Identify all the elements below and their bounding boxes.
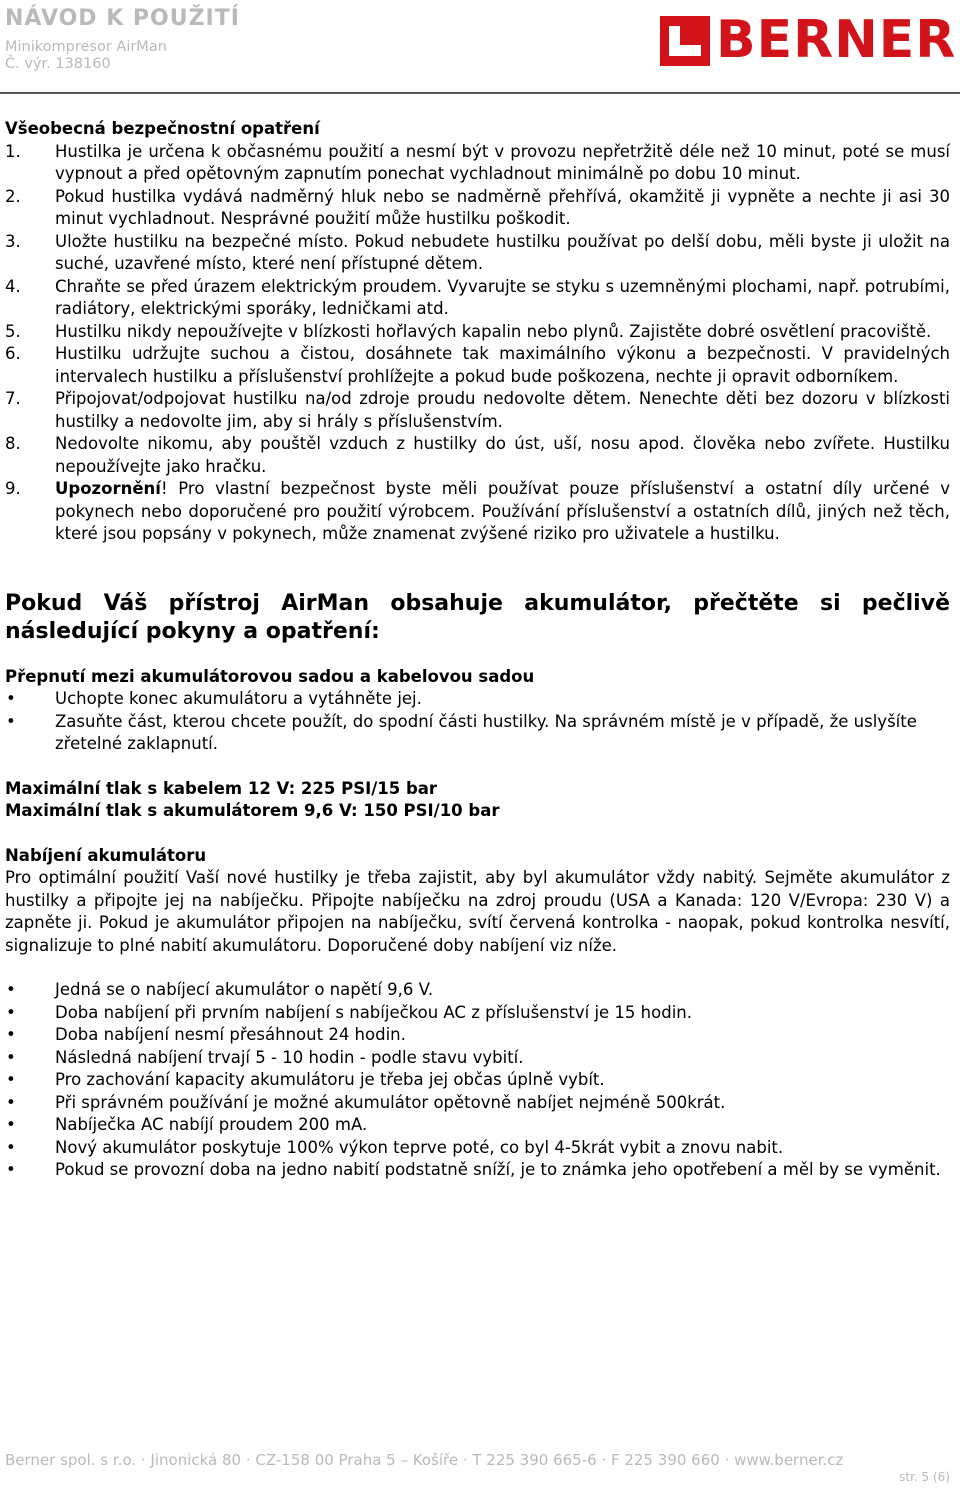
item-text: Hustilku udržujte suchou a čistou, dosáhnete tak maximálního výkonu a bezpečnosti. V pravidelných intervalech hustilku a příslušenství prohlížejte a pokud bude poškozena, nechte ji opravit odborníkem. xyxy=(55,344,950,386)
item-text: Uložte hustilku na bezpečné místo. Pokud nebudete hustilku používat po delší dobu, měli byste ji uložit na suché, uzavřené místo, které není přístupné dětem. xyxy=(55,231,950,273)
document-title: NÁVOD K POUŽITÍ xyxy=(5,6,240,31)
warning-label: Upozornění xyxy=(55,479,161,498)
list-item: • Zasuňte část, kterou chcete použít, do spodní části hustilky. Na správném místě je v případě, že uslyšíte zřetelné zaklapnutí. xyxy=(5,711,950,756)
item-number: 3. xyxy=(5,231,21,251)
safety-heading: Všeobecná bezpečnostní opatření xyxy=(5,119,320,138)
product-name: Minikompresor AirMan xyxy=(5,39,167,55)
item-number: 2. xyxy=(5,186,21,206)
list-item: • Jedná se o nabíjecí akumulátor o napětí 9,6 V. xyxy=(5,979,950,1002)
list-item xyxy=(5,141,950,186)
list-item xyxy=(5,388,950,433)
item-text: Připojovat/odpojovat hustilku na/od zdroje proudu nedovolte dětem. Nenechte děti bez dozoru v blízkosti hustilky a nedovolte jim, aby si hrály s příslušenstvím. xyxy=(55,389,950,431)
charging-heading: Nabíjení akumulátoru xyxy=(5,845,207,865)
list-item: • Doba nabíjení při prvním nabíjení s nabíječkou AC z příslušenství je 15 hodin. xyxy=(5,1002,950,1025)
list-item: • Uchopte konec akumulátoru a vytáhněte jej. xyxy=(5,688,950,711)
header-divider xyxy=(0,92,960,94)
item-number: 1. xyxy=(5,141,21,161)
item-number: 6. xyxy=(5,344,21,363)
item-number: 4. xyxy=(5,276,21,296)
footer-address: Berner spol. s r.o. · Jinonická 80 · CZ-158 00 Praha 5 – Košíře · T 225 390 665-6 · F 225 390 660 · www.berner.cz xyxy=(5,1451,844,1469)
document-body xyxy=(5,118,950,1182)
item-text: Chraňte se před úrazem elektrickým proudem. Vyvarujte se styku s uzemněnými plochami, např. potrubími, radiátory, elektrickými sporáky, ledničkami atd. xyxy=(55,276,950,318)
berner-logo xyxy=(660,10,957,70)
switch-list xyxy=(5,688,950,756)
safety-list xyxy=(5,141,950,546)
pressure-battery: Maximální tlak s akumulátorem 9,6 V: 150 PSI/10 bar xyxy=(5,801,500,820)
charging-paragraph: Pro optimální použití Vaší nové hustilky je třeba zajistit, aby byl akumulátor vždy nabitý. Sejměte akumulátor z hustilky a připojte jej na nabíječku. Připojte nabíječku na zdroj proudu (USA a Kanada: 120 V/Evropa: 230 V) a zapněte ji. Pokud je akumulátor připojen na nabíječku, svítí červená kontrolka - naopak, pokud kontrolka nesvítí, signalizuje to plné nabití akumulátoru. Doporučené doby nabíjení viz níže. xyxy=(5,868,950,955)
item-number: 9. xyxy=(5,479,21,498)
list-item: • Nový akumulátor poskytuje 100% výkon teprve poté, co byl 4-5krát vybit a znovu nabit. xyxy=(5,1137,950,1160)
pressure-cable: Maximální tlak s kabelem 12 V: 225 PSI/15 bar xyxy=(5,778,438,798)
battery-heading: Pokud Váš přístroj AirMan obsahuje akumulátor, přečtěte si pečlivě následující pokyny a opatření: xyxy=(5,590,950,644)
list-item xyxy=(5,433,950,478)
page-header xyxy=(0,0,960,95)
item-number: 7. xyxy=(5,389,21,408)
list-item xyxy=(5,231,950,276)
list-item xyxy=(5,186,950,231)
list-item xyxy=(5,343,950,388)
item-text: ! Pro vlastní bezpečnost byste měli používat pouze příslušenství a ostatní díly určené v pokynech nebo doporučené pro použití výrobcem. Používání příslušenství a ostatních dílů, jiných než těch, které jsou popsány v pokynech, může znamenat zvýšené riziko pro uživatele a hustilku. xyxy=(55,479,950,543)
item-text: Hustilka je určena k občasnému použití a nesmí být v provozu nepřetržitě déle než 10 minut, poté se musí vypnout a před opětovným zapnutím ponechat vychladnout minimálně po dobu 10 minut. xyxy=(55,141,950,183)
list-item: • Doba nabíjení nesmí přesáhnout 24 hodin. xyxy=(5,1024,950,1047)
list-item: • Při správném používání je možné akumulátor opětovně nabíjet nejméně 500krát. xyxy=(5,1092,950,1115)
item-number: 5. xyxy=(5,321,21,341)
list-item: • Následná nabíjení trvají 5 - 10 hodin - podle stavu vybití. xyxy=(5,1047,950,1070)
berner-logo-icon xyxy=(660,16,710,66)
list-item: • Pro zachování kapacity akumulátoru je třeba jej občas úplně vybít. xyxy=(5,1069,950,1092)
item-text: Nedovolte nikomu, aby pouštěl vzduch z hustilky do úst, uší, nosu apod. člověka nebo zvířete. Hustilku nepoužívejte jako hračku. xyxy=(55,434,950,476)
item-number: 8. xyxy=(5,434,21,453)
list-item xyxy=(5,276,950,321)
list-item xyxy=(5,321,950,344)
item-text: Pokud hustilka vydává nadměrný hluk nebo se nadměrně přehřívá, okamžitě ji vypněte a nechte ji asi 30 minut vychladnout. Nesprávné použití může hustilku poškodit. xyxy=(55,186,950,228)
switch-heading: Přepnutí mezi akumulátorovou sadou a kabelovou sadou xyxy=(5,666,535,686)
list-item xyxy=(5,478,950,546)
page-number: str. 5 (6) xyxy=(899,1470,950,1484)
list-item: • Nabíječka AC nabíjí proudem 200 mA. xyxy=(5,1114,950,1137)
item-text: Hustilku nikdy nepoužívejte v blízkosti hořlavých kapalin nebo plynů. Zajistěte dobré osvětlení pracoviště. xyxy=(55,321,932,341)
catalog-number: Č. výr. 138160 xyxy=(5,56,111,72)
charging-list xyxy=(5,979,950,1182)
list-item: • Pokud se provozní doba na jedno nabití podstatně sníží, je to známka jeho opotřebení a měl by se vyměnit. xyxy=(5,1159,950,1182)
berner-logo-text: BERNER xyxy=(716,10,957,70)
